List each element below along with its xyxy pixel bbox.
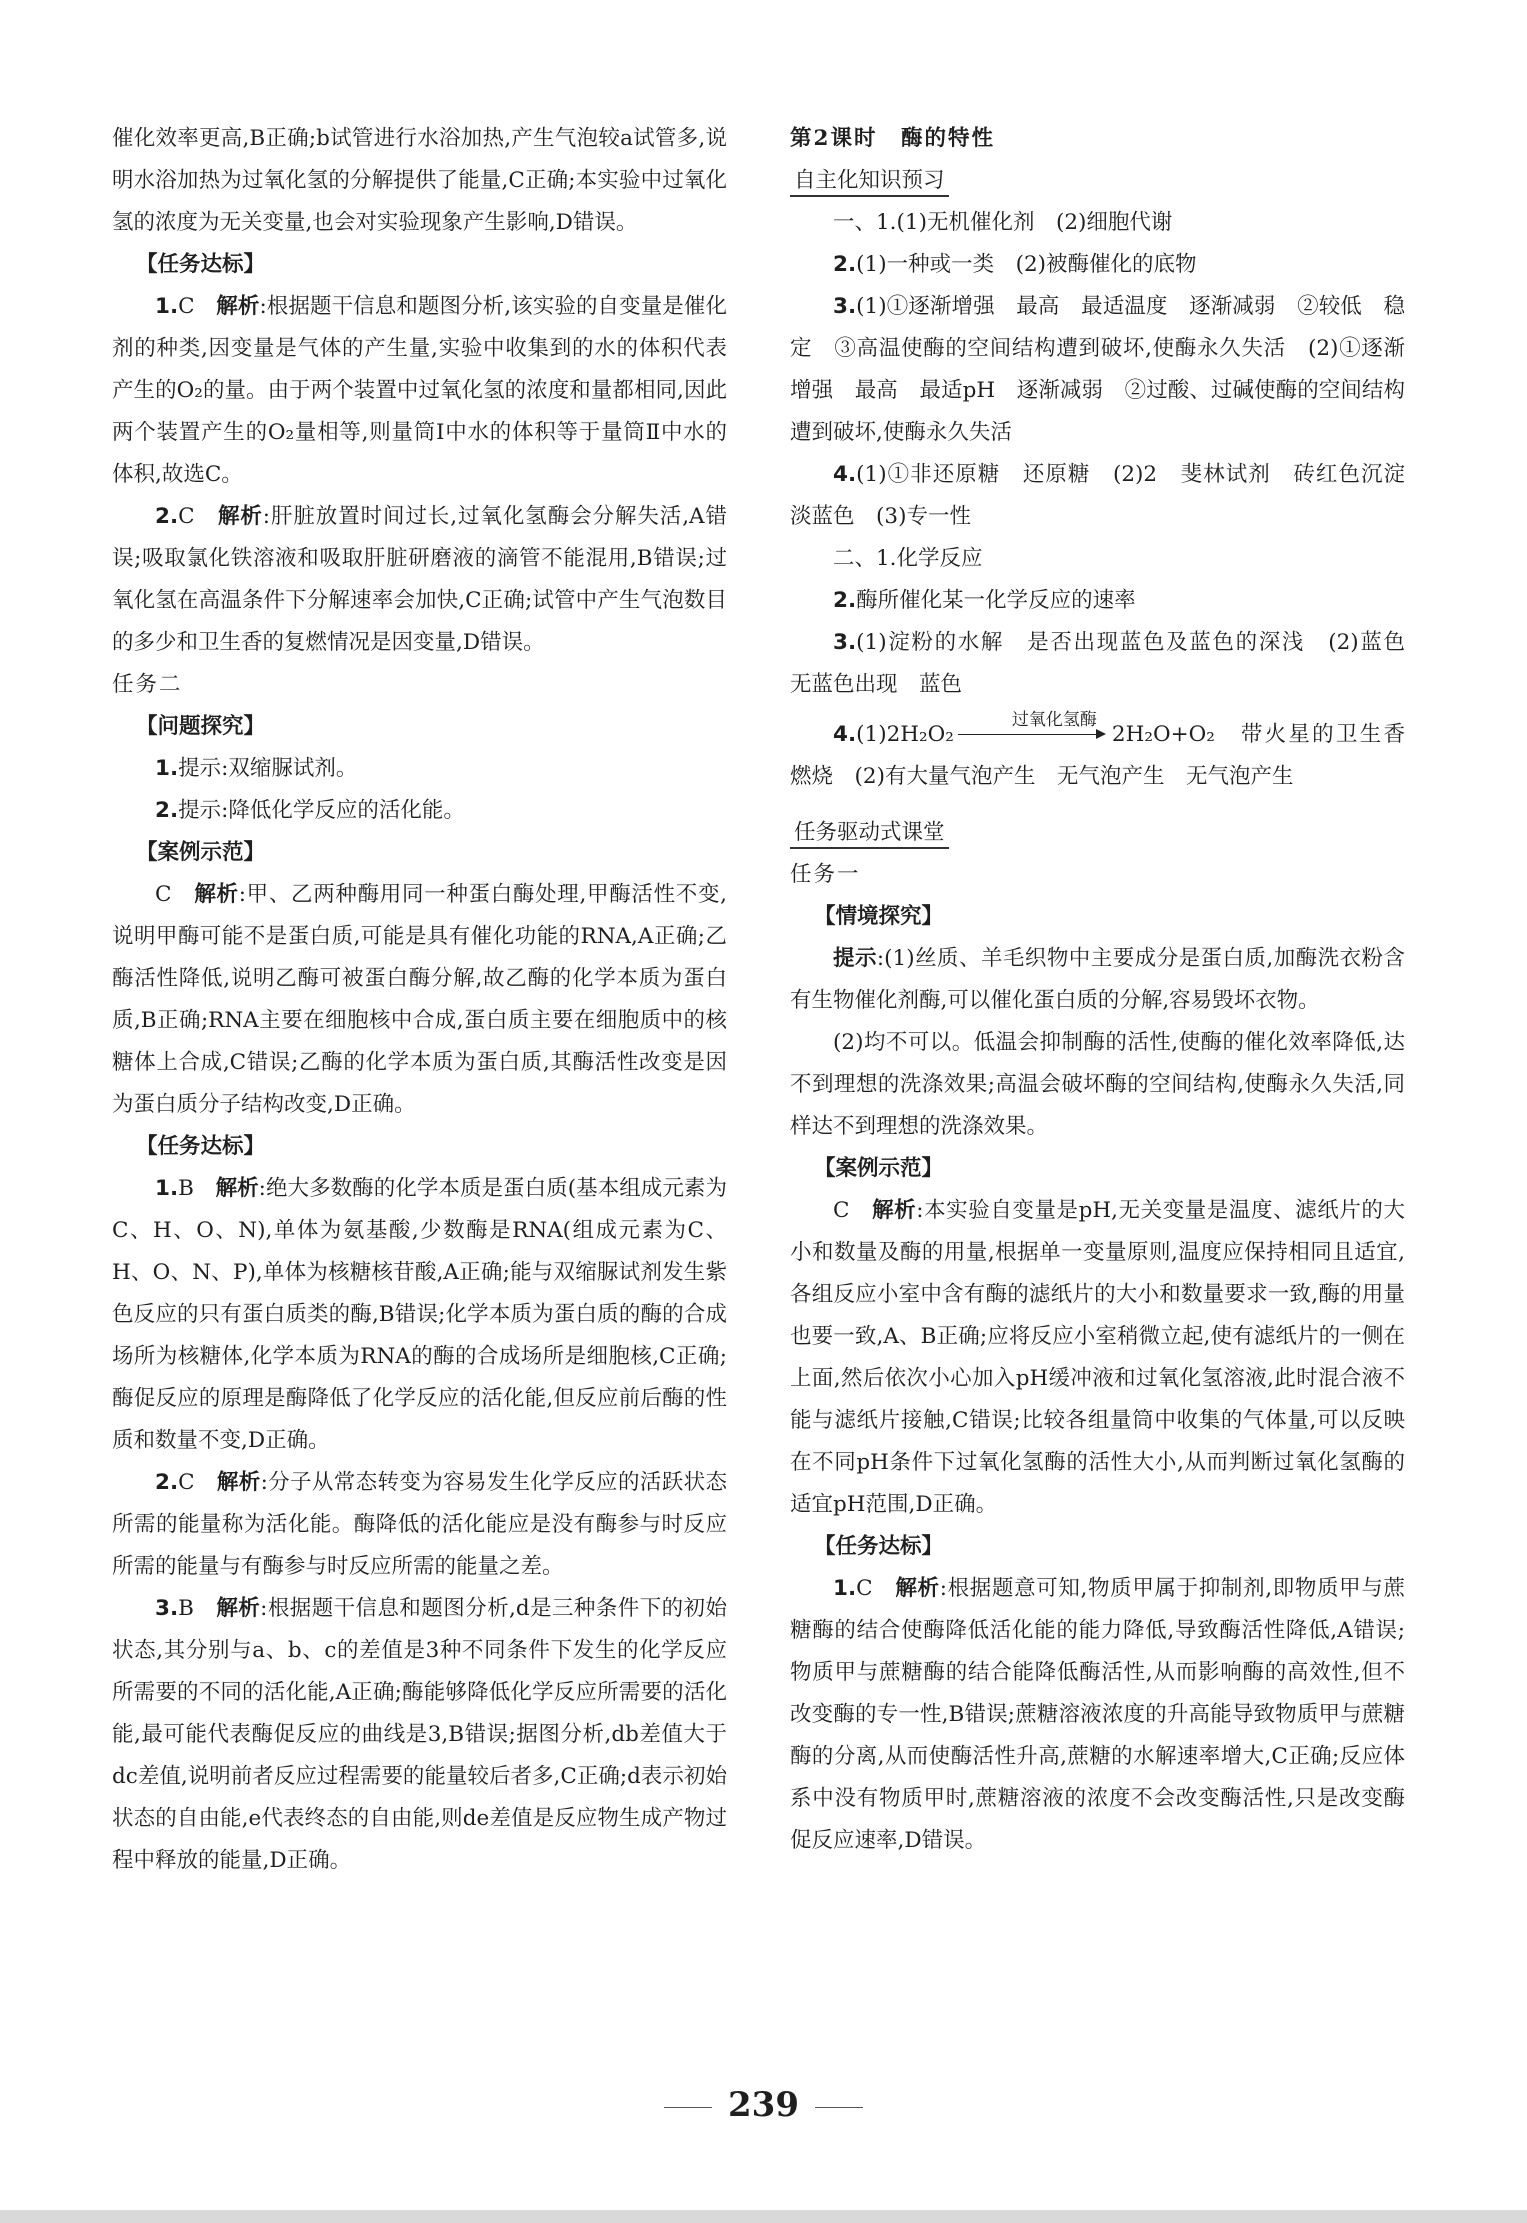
item-number: 4.: [833, 462, 857, 487]
item-number: 4.: [833, 722, 857, 747]
section-tag-case-demo: 【案例示范】: [814, 1156, 944, 1181]
answer-letter: C: [178, 294, 195, 319]
reaction-reactant: (1)2H₂O₂: [856, 722, 954, 747]
preview-text: (1)①非还原糖 还原糖 (2)2 斐林试剂 砖红色沉淀 淡蓝色 (3)专一性: [790, 462, 1427, 529]
analysis-label: 解析: [872, 1198, 917, 1223]
answer-item-2: [112, 496, 727, 664]
answer-letter: C: [155, 882, 172, 907]
preview-item-1: 一、1.(1)无机催化剂 (2)细胞代谢: [833, 210, 1173, 235]
item-number: 2.: [833, 588, 857, 613]
analysis-label: 解析: [216, 1470, 261, 1495]
item-number: 2.: [155, 798, 179, 823]
answer-letter: C: [856, 1576, 873, 1601]
scan-bottom-strip: [0, 2210, 1527, 2223]
answer-letter: B: [178, 1596, 194, 1621]
answer-letter: C: [178, 504, 195, 529]
section-heading-text: 自主化知识预习: [790, 168, 949, 197]
item-number: 3.: [833, 630, 857, 655]
answer-item-r3: [112, 1588, 727, 1882]
dash-left: [664, 2107, 712, 2108]
task-one-heading: 任务一: [790, 862, 861, 887]
item-number: 2.: [155, 1470, 179, 1495]
reaction-product: 2H₂O+O₂ 带火星的卫生香燃烧 (2)有大量气泡产生 无气泡产生 无气泡产生: [790, 722, 1405, 789]
preview-text: 酶所催化某一化学反应的速率: [856, 588, 1136, 613]
item-number: 1.: [155, 1176, 179, 1201]
analysis-text: :根据题意可知,物质甲属于抑制剂,即物质甲与蔗糖酶的结合使酶降低活化能的能力降低,导致酶活性降低,A错误;物质甲与蔗糖酶的结合能降低酶活性,从而影响酶的高效性,但不改变酶的专一性,B错误;蔗糖溶液浓度的升高能导致物质甲与蔗糖酶的分离,从而使酶活性升高,蔗糖的水解速率增大,C正确;反应体系中没有物质甲时,蔗糖溶液的浓度不会改变酶活性,只是改变酶促反应速率,D错误。: [790, 1576, 1405, 1853]
lesson-title: 第2课时 酶的特性: [790, 126, 995, 151]
preview-item-b2: [790, 580, 1405, 622]
section-tag-scenario: 【情境探究】: [814, 904, 944, 929]
answer-letter: C: [178, 1470, 195, 1495]
answer-item-1: [112, 286, 727, 496]
analysis-label: 解析: [216, 294, 260, 319]
analysis-text: :根据题干信息和题图分析,该实验的自变量是催化剂的种类,因变量是气体的产生量,实验中收集到的水的体积代表产生的O₂的量。由于两个装置中过氧化氢的浓度和量都相同,因此两个装置产生的O₂量相等,则量筒Ⅰ中水的体积等于量筒Ⅱ中水的体积,故选C。: [112, 294, 727, 487]
preview-item-b1: 二、1.化学反应: [833, 546, 983, 571]
page-number-text: 239: [728, 2085, 799, 2125]
item-number: 1.: [155, 294, 179, 319]
item-number: 1.: [833, 1576, 857, 1601]
section-heading-preview: [790, 160, 1405, 202]
item-number: 2.: [155, 504, 179, 529]
analysis-text: :本实验自变量是pH,无关变量是温度、滤纸片的大小和数量及酶的用量,根据单一变量原则,温度应保持相同且适宜,各组反应小室中含有酶的滤纸片的大小和数量要求一致,酶的用量也要一致,A、B正确;应将反应小室稍微立起,使有滤纸片的一侧在上面,然后依次小心加入pH缓冲液和过氧化氢溶液,此时混合液不能与滤纸片接触,C错误;比较各组量筒中收集的气体量,可以反映在不同pH条件下过氧化氢酶的活性大小,从而判断过氧化氢酶的适宜pH范围,D正确。: [790, 1198, 1405, 1517]
analysis-text: :根据题干信息和题图分析,d是三种条件下的初始状态,其分别与a、b、c的差值是3种不同条件下发生的化学反应所需要的不同的活化能,A正确;酶能够降低化学反应所需要的活化能,最可能代表酶促反应的曲线是3,B错误;据图分析,db差值大于dc差值,说明前者反应过程需要的能量较后者多,C正确;d表示初始状态的自由能,e代表终态的自由能,则de差值是反应物生成产物过程中释放的能量,D正确。: [112, 1596, 727, 1873]
preview-item-3: [790, 286, 1405, 454]
arrow-head-icon: [1096, 729, 1106, 739]
hint-paragraph-1: [790, 938, 1405, 1022]
section-tag-question-explore: 【问题探究】: [136, 714, 266, 739]
dash-right: [815, 2107, 863, 2108]
hint-text: :(1)丝质、羊毛织物中主要成分是蛋白质,加酶洗衣粉含有生物催化剂酶,可以催化蛋白质的分解,容易毁坏衣物。: [790, 946, 1405, 1013]
item-number: 3.: [833, 294, 857, 319]
analysis-label: 解析: [194, 882, 239, 907]
section-tag-task-goal-2: 【任务达标】: [136, 1134, 266, 1159]
analysis-label: 解析: [215, 1176, 259, 1201]
analysis-text: :肝脏放置时间过长,过氧化氢酶会分解失活,A错误;吸取氯化铁溶液和吸取肝脏研磨液的滴管不能混用,B错误;过氧化氢在高温条件下分解速率会加快,C正确;试管中产生气泡数目的多少和卫生香的复燃情况是因变量,D错误。: [112, 504, 727, 655]
hint-text: 提示:降低化学反应的活化能。: [178, 798, 465, 823]
preview-item-4: [790, 454, 1427, 538]
preview-text: (1)一种或一类 (2)被酶催化的底物: [856, 252, 1197, 277]
reaction-arrow: [958, 710, 1108, 745]
item-number: 1.: [155, 756, 179, 781]
preview-item-2: [790, 244, 1405, 286]
analysis-label: 解析: [216, 1596, 261, 1621]
analysis-label: 解析: [217, 504, 263, 529]
hint-item-1: [112, 748, 727, 790]
hint-item-2: [112, 790, 727, 832]
answer-item-r1: [112, 1168, 727, 1462]
task-two-heading: 任务二: [112, 672, 183, 697]
answer-item-s1: [790, 1568, 1405, 1862]
section-heading-text: 任务驱动式课堂: [790, 820, 949, 849]
hint-text: 提示:双缩脲试剂。: [178, 756, 358, 781]
section-tag-case-demo: 【案例示范】: [136, 840, 266, 865]
analysis-text: :绝大多数酶的化学本质是蛋白质(基本组成元素为C、H、O、N),单体为氨基酸,少数酶是RNA(组成元素为C、H、O、N、P),单体为核糖核苷酸,A正确;能与双缩脲试剂发生紫色反应的只有蛋白质类的酶,B错误;化学本质为蛋白质的酶的合成场所为核糖体,化学本质为RNA的酶的合成场所是细胞核,C正确;酶促反应的原理是酶降低了化学反应的活化能,但反应前后酶的性质和数量不变,D正确。: [112, 1176, 727, 1453]
item-number: 2.: [833, 252, 857, 277]
analysis-text: :分子从常态转变为容易发生化学反应的活跃状态所需的能量称为活化能。酶降低的活化能应是没有酶参与时反应所需的能量与有酶参与时反应所需的能量之差。: [112, 1470, 727, 1579]
section-heading-classroom: [790, 812, 1405, 854]
analysis-label: 解析: [895, 1576, 940, 1601]
answer-letter: C: [833, 1198, 850, 1223]
hint-label: 提示: [833, 946, 877, 971]
item-number: 3.: [155, 1596, 179, 1621]
answer-item-r2: [112, 1462, 727, 1588]
preview-item-b3: [790, 622, 1427, 706]
section-tag-task-goal: 【任务达标】: [136, 252, 266, 277]
paragraph-continued: 催化效率更高,B正确;b试管进行水浴加热,产生气泡较a试管多,说明水浴加热为过氧化氢的分解提供了能量,C正确;本实验中过氧化氢的浓度为无关变量,也会对实验现象产生影响,D错误。: [112, 126, 727, 235]
hint-paragraph-2: (2)均不可以。低温会抑制酶的活性,使酶的催化效率降低,达不到理想的洗涤效果;高温会破坏酶的空间结构,使酶永久失活,同样达不到理想的洗涤效果。: [790, 1030, 1405, 1139]
preview-text: (1)①逐渐增强 最高 最适温度 逐渐减弱 ②较低 稳定 ③高温使酶的空间结构遭到破坏,使酶永久失活 (2)①逐渐增强 最高 最适pH 逐渐减弱 ②过酸、过碱使酶的空间结构遭到破坏,使酶永久失活: [790, 294, 1405, 445]
arrow-line-icon: [958, 734, 1100, 735]
preview-text: (1)淀粉的水解 是否出现蓝色及蓝色的深浅 (2)蓝色 无蓝色出现 蓝色: [790, 630, 1427, 697]
case-answer: [112, 874, 727, 1126]
section-tag-task-goal: 【任务达标】: [814, 1534, 944, 1559]
left-column: [112, 118, 727, 1882]
reaction-catalyst: 过氧化氢酶: [1011, 710, 1097, 730]
right-column: [790, 118, 1427, 1862]
analysis-text: :甲、乙两种酶用同一种蛋白酶处理,甲酶活性不变,说明甲酶可能不是蛋白质,可能是具有催化功能的RNA,A正确;乙酶活性降低,说明乙酶可被蛋白酶分解,故乙酶的化学本质为蛋白质,B正确;RNA主要在细胞核中合成,蛋白质主要在细胞质中的核糖体上合成,C错误;乙酶的化学本质为蛋白质,其酶活性改变是因为蛋白质分子结构改变,D正确。: [112, 882, 727, 1117]
page-number: [0, 2085, 1527, 2125]
answer-letter: B: [178, 1176, 194, 1201]
case-answer: [790, 1190, 1405, 1526]
preview-item-b4: [790, 710, 1405, 798]
